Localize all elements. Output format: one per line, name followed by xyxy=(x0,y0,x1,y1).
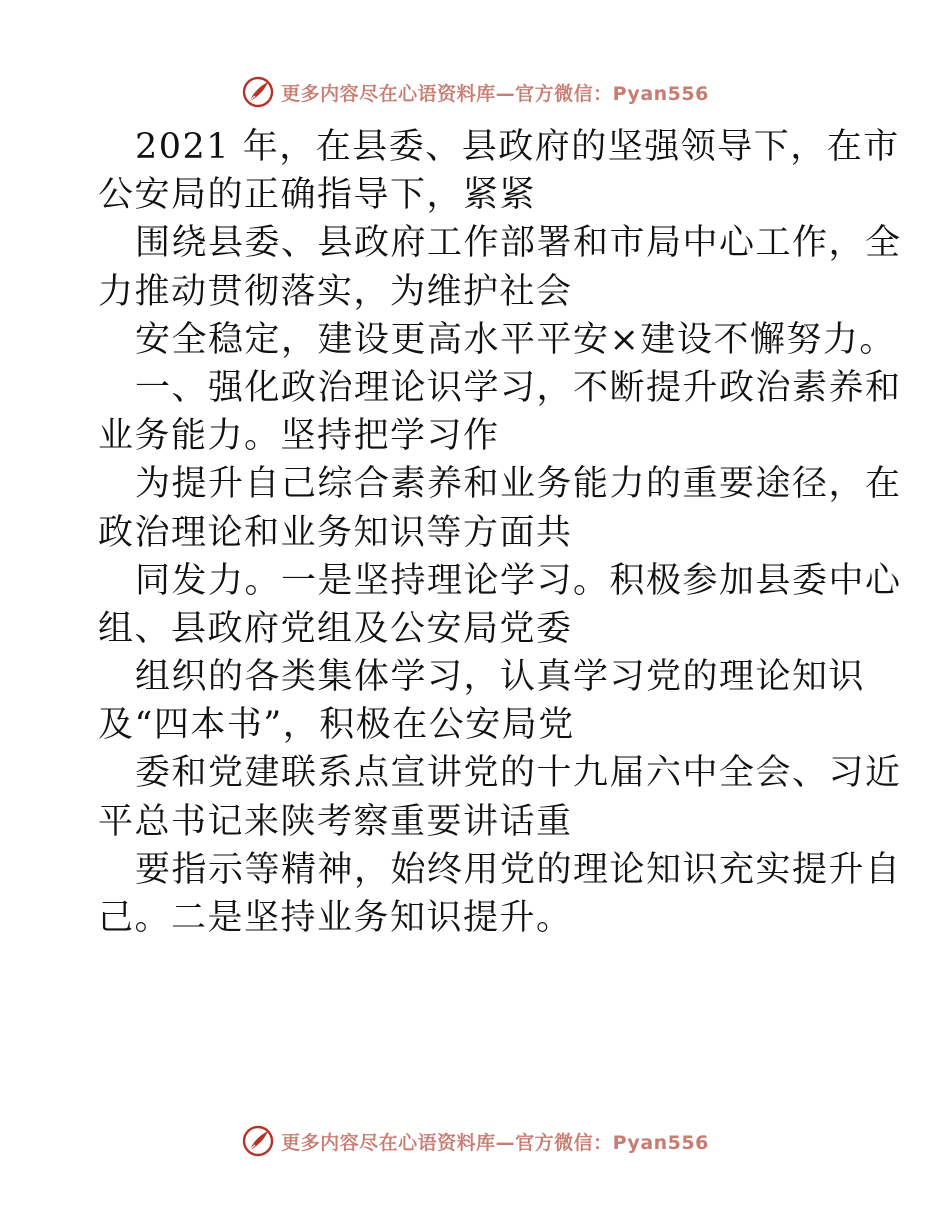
body-text-line: 力推动贯彻落实，为维护社会 xyxy=(98,271,573,312)
quill-logo-icon xyxy=(241,75,275,109)
body-text-line: 一、强化政治理论识学习，不断提升政治素养和 xyxy=(135,367,902,408)
body-text-line: 同发力。一是坚持理论学习。积极参加县委中心 xyxy=(135,560,902,601)
body-text-line: 己。二是坚持业务知识提升。 xyxy=(98,898,573,938)
body-text-line: 平总书记来陕考察重要讲话重 xyxy=(98,801,573,842)
body-text-line: 安全稳定，建设更高水平平安×建设不懈努力。 xyxy=(135,319,896,360)
body-text-line: 2021 年，在县委、县政府的坚强领导下，在市 xyxy=(135,127,900,167)
body-text-line: 要指示等精神，始终用党的理论知识充实提升自 xyxy=(135,849,902,890)
body-text-line: 围绕县委、县政府工作部署和市局中心工作，全 xyxy=(135,223,902,264)
body-text-line: 及“四本书”，积极在公安局党 xyxy=(98,705,575,746)
body-text-line: 政治理论和业务知识等方面共 xyxy=(98,512,573,553)
body-text-line: 为提升自己综合素养和业务能力的重要途径，在 xyxy=(135,464,902,505)
document-body xyxy=(98,123,902,942)
body-text-line: 组、县政府党组及公安局党委 xyxy=(98,608,573,649)
body-text-line: 组织的各类集体学习，认真学习党的理论知识 xyxy=(135,657,866,698)
watermark-text: 更多内容尽在心语资料库—官方微信：Pyan556 xyxy=(281,1131,709,1154)
body-text-line: 委和党建联系点宣讲党的十九届六中全会、习近 xyxy=(135,753,902,794)
body-text-line: 业务能力。坚持把学习作 xyxy=(98,416,500,457)
quill-logo-icon xyxy=(241,1124,275,1158)
footer-watermark xyxy=(0,1121,950,1161)
header-watermark xyxy=(0,72,950,112)
body-text-line: 公安局的正确指导下，紧紧 xyxy=(98,175,537,216)
watermark-text: 更多内容尽在心语资料库—官方微信：Pyan556 xyxy=(281,82,709,105)
